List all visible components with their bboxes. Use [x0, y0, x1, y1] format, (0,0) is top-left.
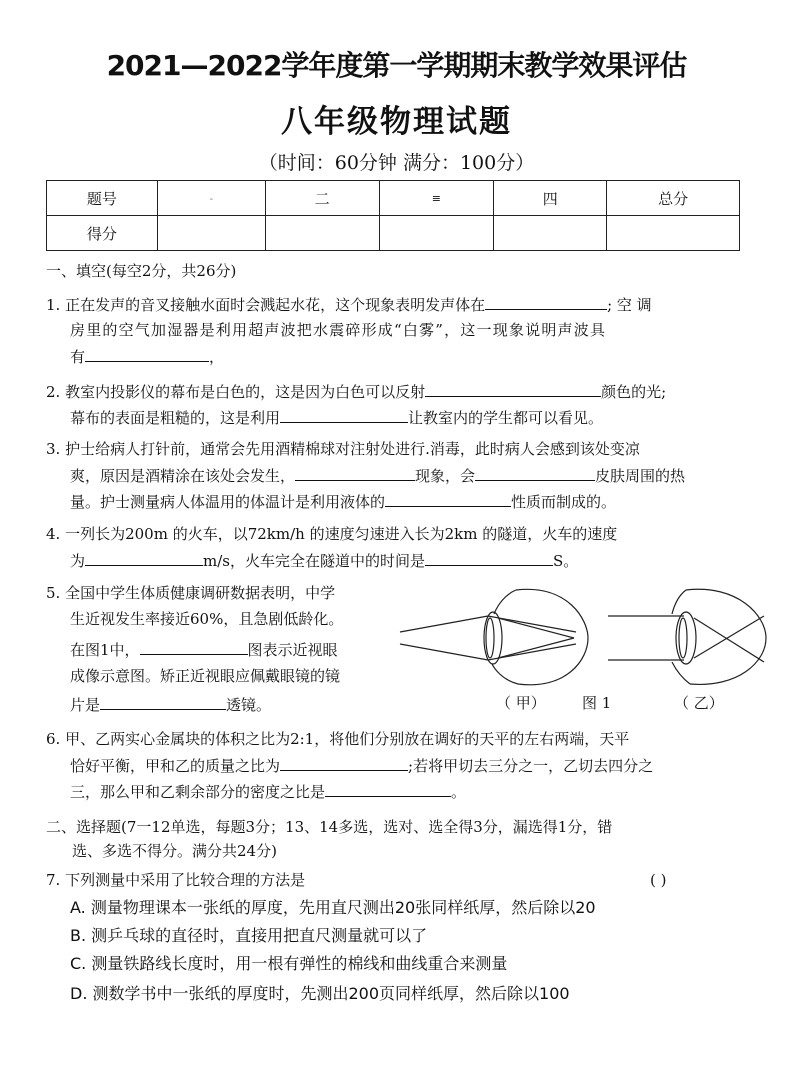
figure-caption-jia: （ 甲） [496, 694, 546, 712]
q4-line2 [70, 548, 578, 573]
q2-blank-2[interactable] [280, 405, 408, 423]
q7-option-d[interactable]: D. 测数学书中一张纸的厚度时，先测出200页同样纸厚，然后除以100 [70, 984, 570, 1003]
q3-blank-3[interactable] [385, 489, 511, 507]
eye-diagram-yi [608, 589, 766, 684]
q3-text: 量。护士测量病人体温用的体温计是利用液体的 [70, 493, 386, 511]
q5-blank-2[interactable] [100, 692, 226, 710]
section1-heading: 一、填空(每空2分，共26分) [46, 262, 237, 280]
score-header-cell: 四 [494, 181, 607, 216]
score-table-score-row [47, 216, 740, 251]
q4-text: 为 [70, 552, 86, 570]
exam-title: 2021—2022学年度第一学期期末教学效果评估 [106, 49, 687, 82]
score-header-cell: - [157, 181, 265, 216]
q5-blank-1[interactable] [140, 637, 248, 655]
q3-text: 爽，原因是酒精涂在该处会发生， [70, 467, 296, 485]
q6-line2 [70, 753, 653, 778]
score-header-cell: 题号 [47, 181, 158, 216]
q6-blank-1[interactable] [280, 753, 408, 771]
q2-text: 颜色的光; [601, 383, 667, 401]
q4-text: m/s，火车完全在隧道中的时间是 [203, 552, 425, 570]
score-cell[interactable] [607, 216, 740, 251]
q1-text: ， [209, 348, 225, 366]
score-row-label: 得分 [47, 216, 158, 251]
section2-heading-line2: 选、多选不得分。满分共24分) [72, 842, 277, 860]
eye-diagram-figure [398, 580, 768, 692]
q5-line1: 5. 全国中学生体质健康调研数据表明，中学 [46, 584, 336, 602]
q5-text: 透镜。 [226, 696, 272, 714]
figure-caption-yi: （ 乙） [674, 694, 724, 712]
q2-blank-1[interactable] [425, 379, 601, 397]
q1-line3 [70, 344, 224, 369]
score-header-cell: ≡ [379, 181, 494, 216]
score-header-cell: 总分 [607, 181, 740, 216]
score-cell[interactable] [157, 216, 265, 251]
q2-line1 [46, 379, 666, 404]
q3-line2 [70, 463, 685, 488]
q3-line1: 3. 护士给病人打针前，通常会先用酒精棉球对注射处进行.消毒，此时病人会感到该处变凉 [46, 440, 640, 458]
q1-text: 有 [70, 348, 86, 366]
q5-line5 [70, 692, 271, 717]
q3-text: 现象，会 [415, 467, 476, 485]
q2-text: 2. 教室内投影仪的幕布是白色的，这是因为白色可以反射 [46, 383, 426, 401]
q1-text: ; 空 调 [607, 296, 652, 314]
q2-text: 让教室内的学生都可以看见。 [408, 409, 604, 427]
q6-text: ;若将甲切去三分之一，乙切去四分之 [408, 757, 654, 775]
eye-diagram-jia [400, 589, 588, 684]
q6-text: 。 [451, 783, 467, 801]
score-cell[interactable] [494, 216, 607, 251]
q7-option-c[interactable]: C. 测量铁路线长度时，用一根有弹性的棉线和曲线重合来测量 [70, 954, 508, 973]
q3-line3 [70, 489, 616, 514]
q1-line1 [46, 292, 652, 317]
q4-line1: 4. 一列长为200m 的火车，以72km/h 的速度匀速进入长为2km 的隧道，火车的速度 [46, 525, 618, 543]
q6-blank-2[interactable] [325, 779, 451, 797]
q2-text: 幕布的表面是粗糙的，这是利用 [70, 409, 281, 427]
q6-line1: 6. 甲、乙两实心金属块的体积之比为2:1，将他们分别放在调好的天平的左右两端，天平 [46, 730, 630, 748]
q5-line2: 生近视发生率接近60%，且急剧低龄化。 [70, 610, 344, 628]
score-cell[interactable] [265, 216, 379, 251]
q1-text: 1. 正在发声的音叉接触水面时会溅起水花，这个现象表明发声体在 [46, 296, 486, 314]
q7-stem: 7. 下列测量中采用了比较合理的方法是 [46, 871, 306, 889]
q1-blank-2[interactable] [85, 344, 209, 362]
q3-text: 性质而制成的。 [511, 493, 617, 511]
q3-blank-1[interactable] [295, 463, 415, 481]
exam-subtitle: 八年级物理试题 [281, 104, 512, 140]
q6-text: 三，那么甲和乙剩余部分的密度之比是 [70, 783, 326, 801]
time-info: （时间：60分钟 满分：100分） [258, 152, 535, 174]
q1-line2: 房里的空气加湿器是利用超声波把水震碎形成“白雾”，这一现象说明声波具 [70, 321, 607, 339]
q7-option-a[interactable]: A. 测量物理课本一张纸的厚度，先用直尺测出20张同样纸厚，然后除以20 [70, 898, 596, 917]
q5-text: 片是 [70, 696, 101, 714]
q7-answer-paren[interactable]: ( ) [650, 871, 667, 889]
q1-blank-1[interactable] [485, 292, 607, 310]
q6-text: 恰好平衡，甲和乙的质量之比为 [70, 757, 281, 775]
q4-blank-2[interactable] [425, 548, 553, 566]
score-table-header-row [47, 181, 740, 216]
q5-line3 [70, 637, 338, 662]
q5-text: 在图1中， [70, 641, 140, 659]
q5-line4: 成像示意图。矫正近视眼应佩戴眼镜的镜 [70, 667, 341, 685]
q5-text: 图表示近视眼 [247, 641, 338, 659]
score-table [46, 180, 740, 251]
q2-line2 [70, 405, 603, 430]
q3-blank-2[interactable] [475, 463, 595, 481]
score-header-cell: 二 [265, 181, 379, 216]
q7-option-b[interactable]: B. 测乒乓球的直径时，直接用把直尺测量就可以了 [70, 926, 428, 945]
q6-line3 [70, 779, 466, 804]
q4-blank-1[interactable] [85, 548, 203, 566]
section2-heading-line1: 二、选择题(7一12单选，每题3分；13、14多选，选对、选全得3分，漏选得1分，错 [46, 818, 613, 836]
score-cell[interactable] [379, 216, 494, 251]
figure-caption-number: 图 1 [582, 694, 612, 712]
q4-text: S。 [553, 552, 579, 570]
q3-text: 皮肤周围的热 [595, 467, 686, 485]
